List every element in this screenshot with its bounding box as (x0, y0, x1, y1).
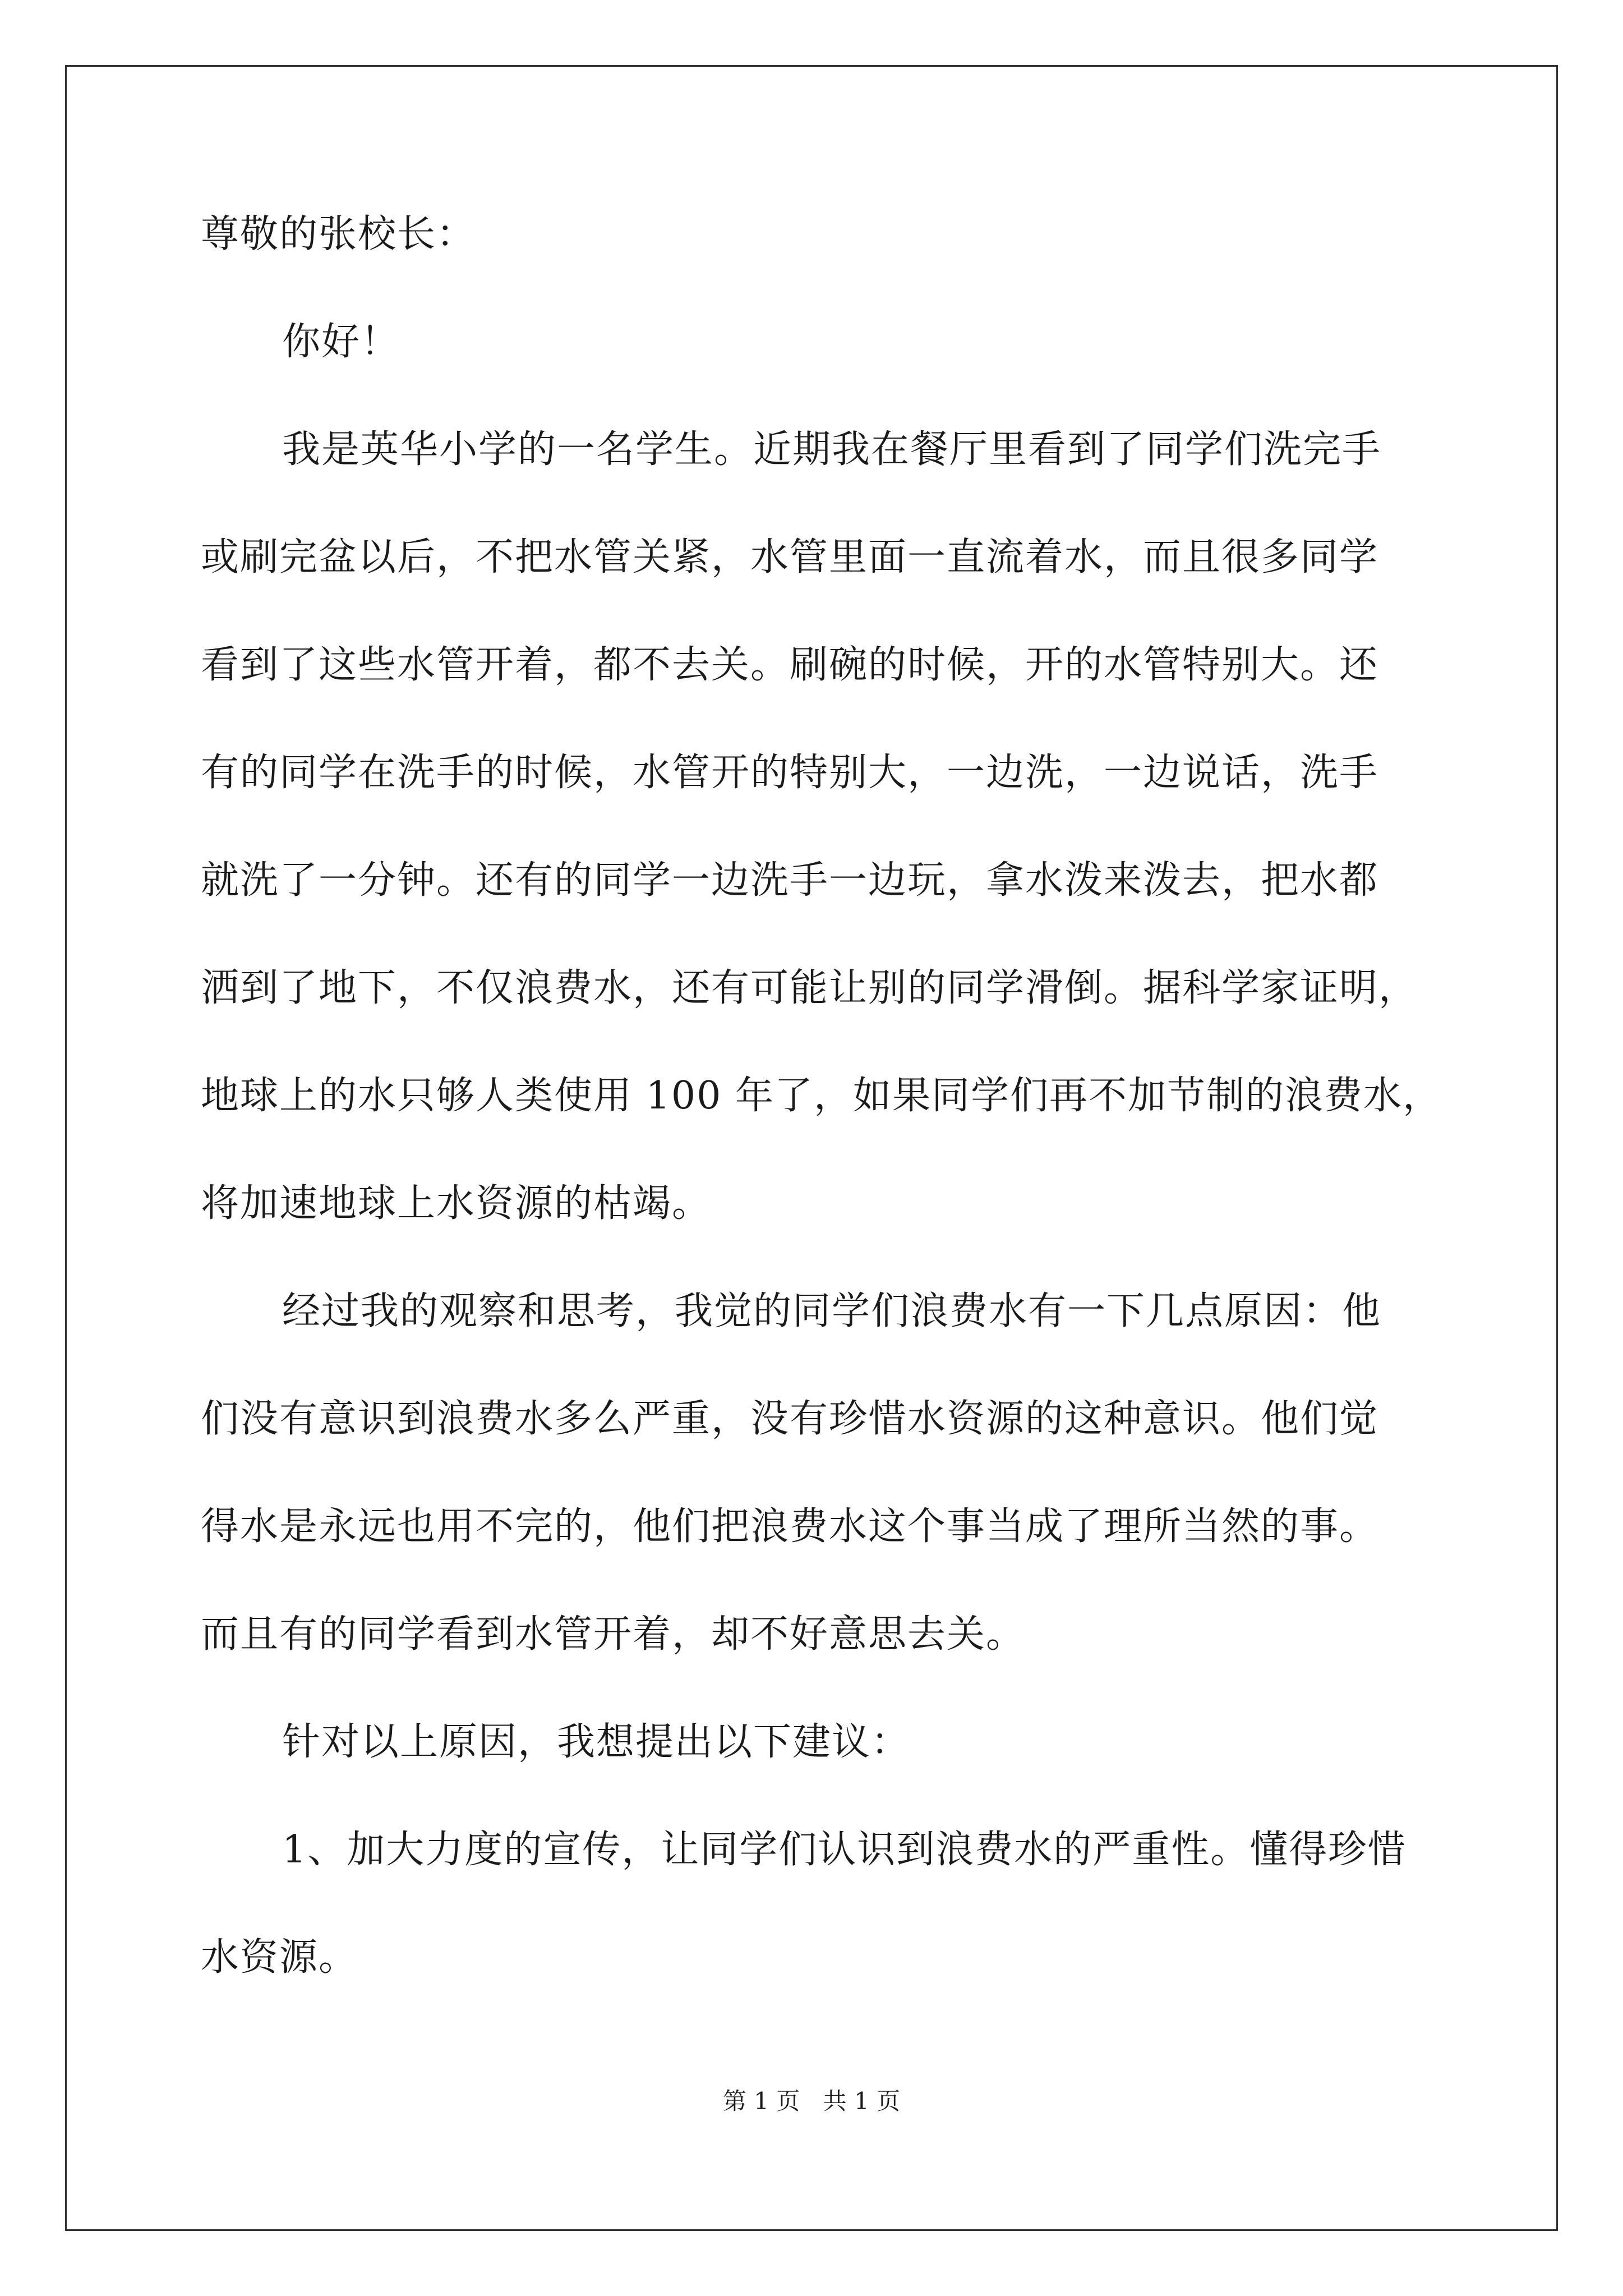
suggestion-item: 1、加大力度的宣传，让同学们认识到浪费水的严重性。懂得珍惜 (282, 1828, 1407, 1872)
paragraph-line: 就洗了一分钟。还有的同学一边洗手一边玩，拿水泼来泼去，把水都 (201, 858, 1379, 903)
paragraph-line: 有的同学在洗手的时候，水管开的特别大，一边洗，一边说话，洗手 (201, 751, 1379, 795)
salutation: 尊敬的张校长： (201, 212, 476, 256)
greeting: 你好！ (282, 320, 400, 364)
current-page-label: 第 1 页 (722, 2087, 800, 2115)
page-footer (0, 2086, 1623, 2117)
paragraph-line: 看到了这些水管开着，都不去关。刷碗的时候，开的水管特别大。还 (201, 643, 1379, 687)
paragraph-line: 针对以上原因，我想提出以下建议： (282, 1720, 911, 1764)
paragraph-line: 将加速地球上水资源的枯竭。 (201, 1181, 712, 1226)
paragraph-line: 洒到了地下，不仅浪费水，还有可能让别的同学滑倒。据科学家证明， (201, 966, 1418, 1010)
paragraph-line: 经过我的观察和思考，我觉的同学们浪费水有一下几点原因：他 (282, 1289, 1382, 1333)
paragraph-line: 或刷完盆以后，不把水管关紧，水管里面一直流着水，而且很多同学 (201, 535, 1379, 579)
paragraph-line: 我是英华小学的一名学生。近期我在餐厅里看到了同学们洗完手 (282, 427, 1382, 472)
letter-body (201, 208, 1440, 2039)
paragraph-line: 得水是永远也用不完的，他们把浪费水这个事当成了理所当然的事。 (201, 1504, 1379, 1549)
total-pages-label: 共 1 页 (823, 2087, 901, 2115)
suggestion-item: 水资源。 (201, 1935, 358, 1980)
paragraph-line: 们没有意识到浪费水多么严重，没有珍惜水资源的这种意识。他们觉 (201, 1397, 1379, 1441)
paragraph-line: 而且有的同学看到水管开着，却不好意思去关。 (201, 1612, 1026, 1657)
paragraph-line: 地球上的水只够人类使用 100 年了，如果同学们再不加节制的浪费水， (201, 1074, 1442, 1118)
